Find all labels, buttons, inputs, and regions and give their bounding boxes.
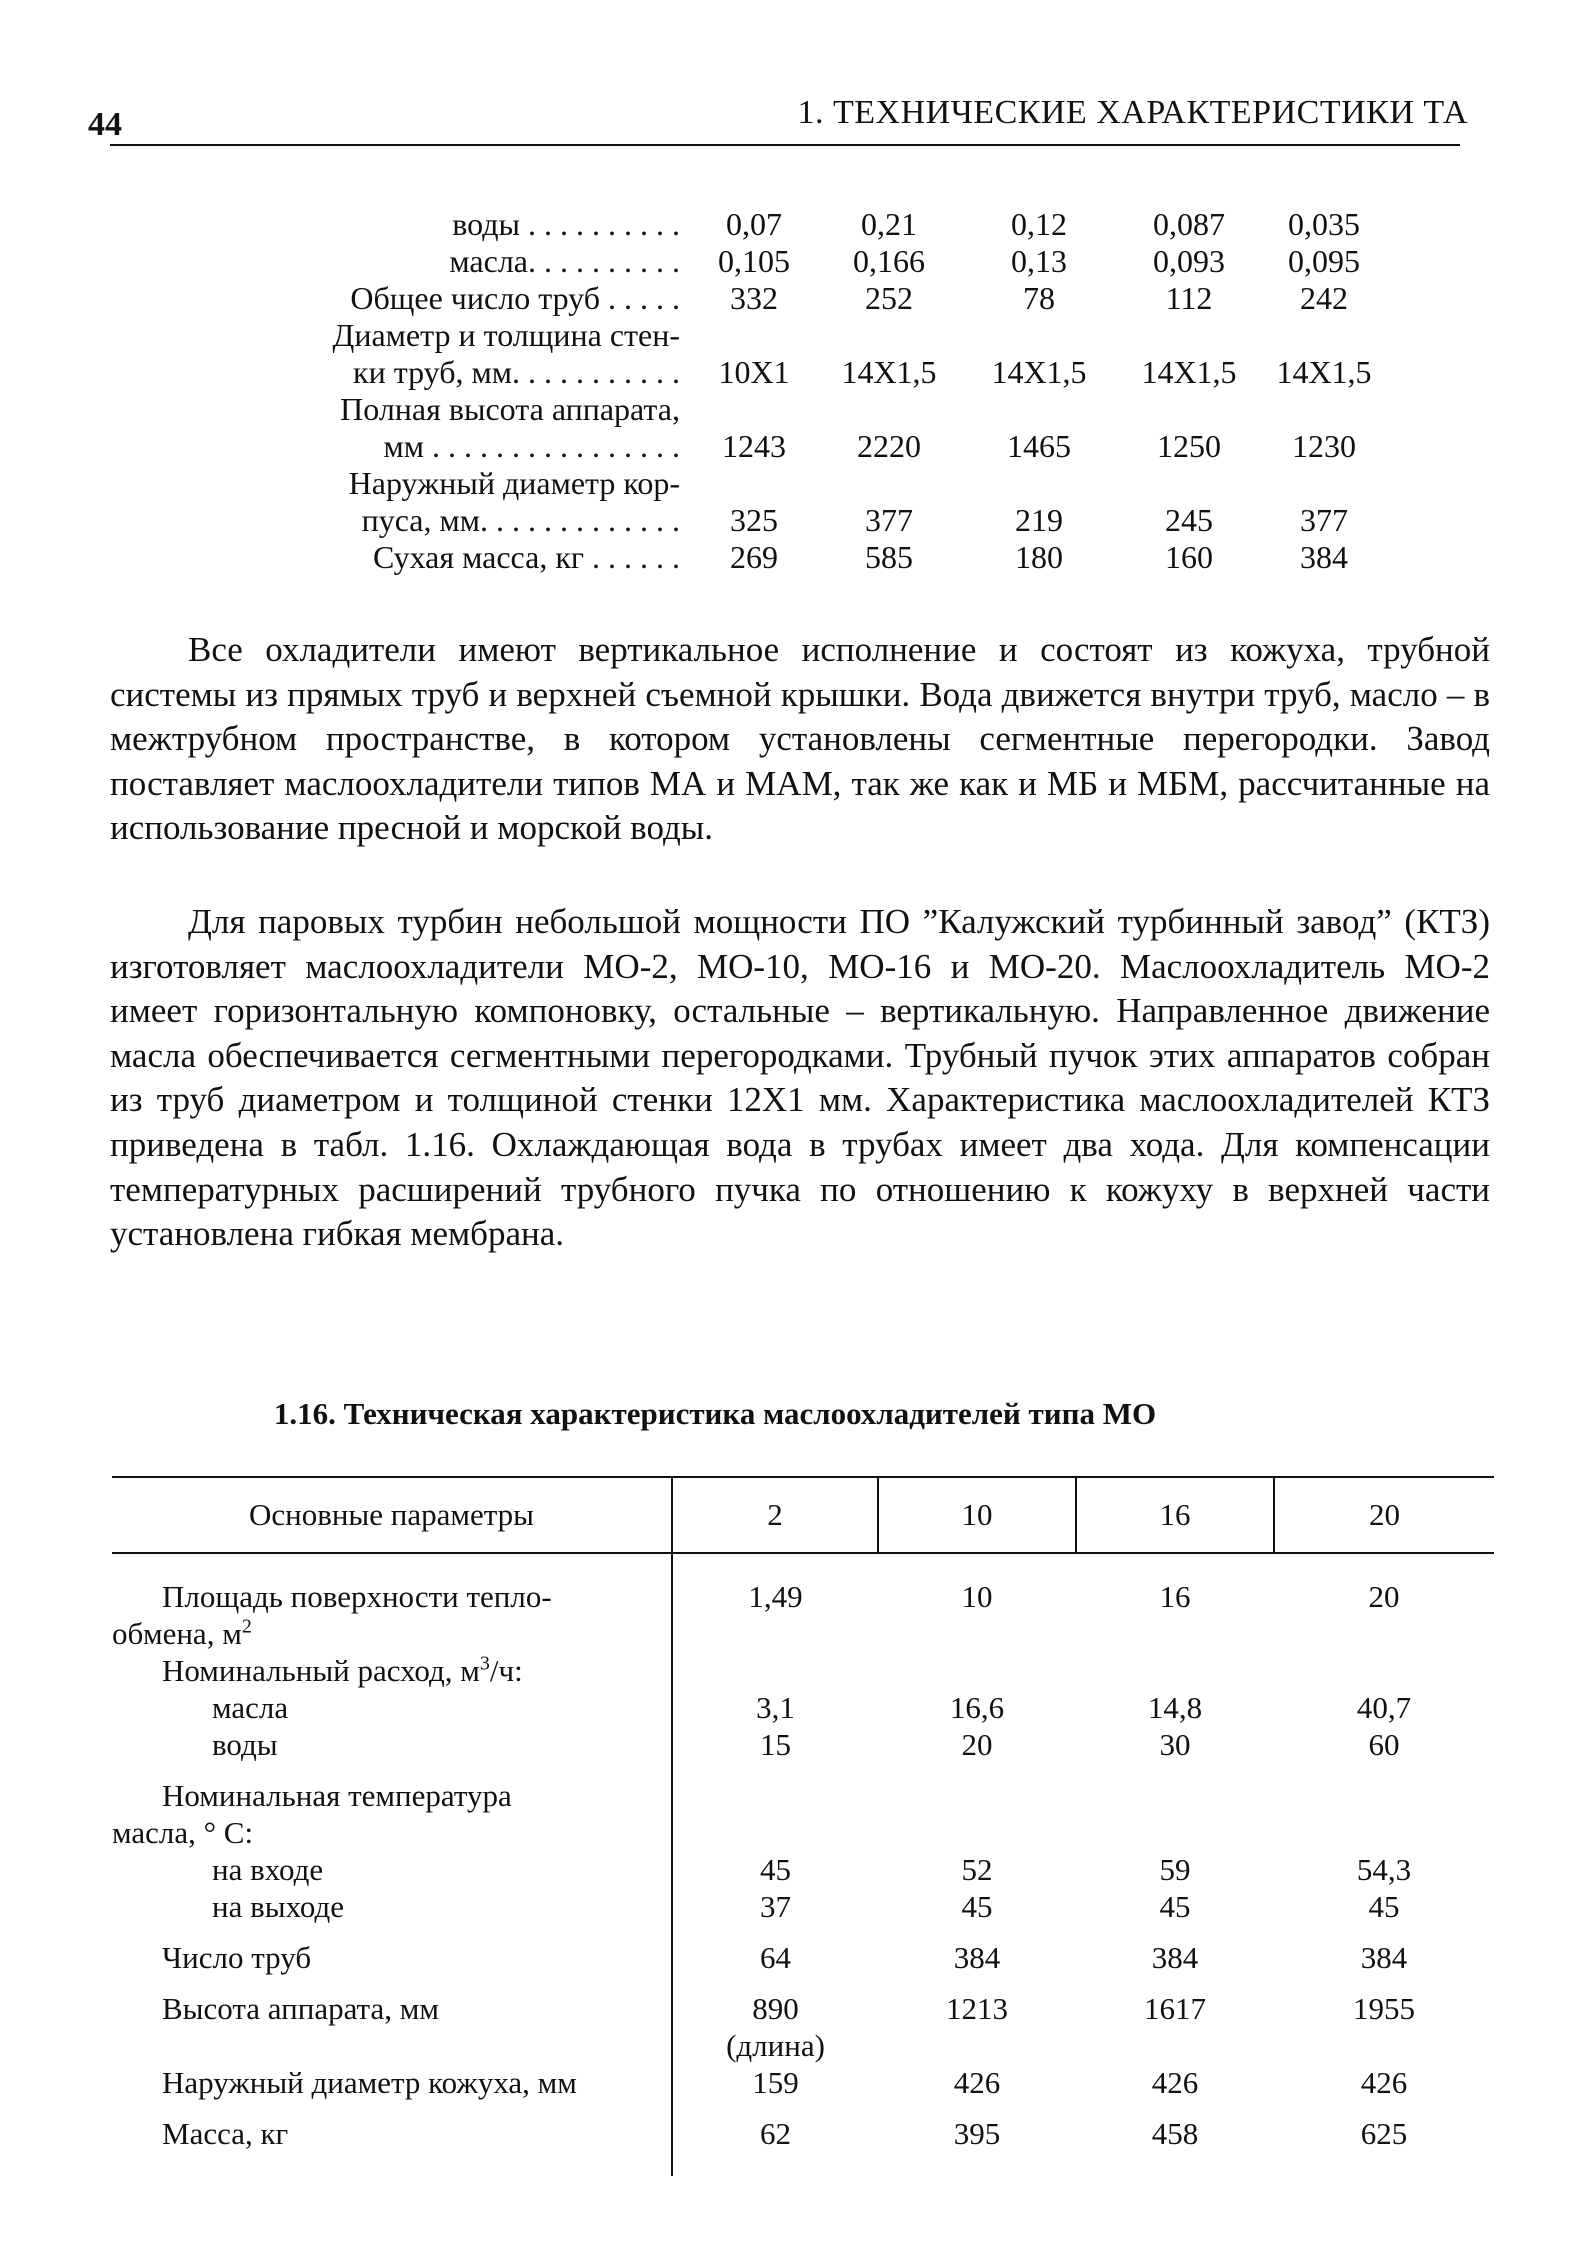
cell: 252 xyxy=(865,280,913,316)
cell: 45 xyxy=(1159,1889,1191,1924)
running-head: 1. ТЕХНИЧЕСКИЕ ХАРАКТЕРИСТИКИ ТА xyxy=(797,94,1468,131)
row-label: Диаметр и толщина стен- xyxy=(332,317,680,353)
table-row xyxy=(112,1939,1494,1976)
cell: 0,166 xyxy=(853,243,925,279)
cell: 426 xyxy=(1151,2065,1199,2100)
cell: 0,12 xyxy=(1011,206,1067,242)
cell: 3,1 xyxy=(756,1690,795,1725)
cell xyxy=(878,1652,1076,1689)
row-label: пуса, мм. . . . . . . . . . . . . xyxy=(361,502,680,538)
cell: 64 xyxy=(760,1940,791,1975)
cell: 0,21 xyxy=(861,206,917,242)
cell: 14X1,5 xyxy=(1141,354,1237,390)
spacer-row xyxy=(112,2101,1494,2115)
table-row xyxy=(196,502,1384,539)
row-label: мм . . . . . . . . . . . . . . . . xyxy=(383,428,680,464)
cell: 269 xyxy=(730,539,778,575)
cell xyxy=(694,391,814,428)
row-label: воды xyxy=(112,1726,672,1763)
row-label: Сухая масса, кг . . . . . . xyxy=(373,539,680,575)
cell: 1465 xyxy=(1007,428,1071,464)
cell: 60 xyxy=(1368,1727,1400,1762)
cell xyxy=(694,465,814,502)
table-row xyxy=(112,2115,1494,2152)
spacer-cell xyxy=(112,2152,672,2176)
label-text: Номинальный расход, м xyxy=(162,1653,480,1688)
spacer-row xyxy=(112,1925,1494,1939)
table-row xyxy=(196,354,1384,391)
cell xyxy=(814,465,964,502)
row-label: масла. . . . . . . . . . xyxy=(449,243,680,279)
cell: 45 xyxy=(1368,1889,1400,1924)
cell: 377 xyxy=(865,502,913,538)
cell: (длина) xyxy=(726,2028,825,2063)
spacer-cell xyxy=(112,1976,672,1990)
page-number: 44 xyxy=(88,106,122,143)
row-label: Полная высота аппарата, xyxy=(340,391,680,427)
cell xyxy=(878,2027,1076,2064)
table-row xyxy=(196,280,1384,317)
cell xyxy=(1076,1777,1274,1814)
table-row xyxy=(112,2064,1494,2101)
table-row xyxy=(112,1814,1494,1851)
row-label: масла, ° С: xyxy=(112,1814,672,1851)
cell xyxy=(1274,1814,1494,1851)
cell xyxy=(1264,465,1384,502)
cell: 384 xyxy=(1360,1940,1408,1975)
cell: 40,7 xyxy=(1356,1690,1412,1725)
spacer-cell xyxy=(112,1553,672,1578)
paragraph-text: Для паровых турбин небольшой мощности ПО ”Калужский турбинный завод” (КТЗ) изготовляет маслоохладители МО-2, МО-10, МО-16 и МО-20. Маслоохладитель МО-2 имеет горизонтальную компоновку, остальные – вертикальную. Направленное движение масла обеспечивается сегментными перегородками. Трубный пучок этих аппаратов собран из труб диаметром и толщиной стенки 12X1 мм. Характеристика маслоохладителей КТЗ приведена в табл. 1.16. Охлаждающая вода в трубах имеет два хода. Для компенсации температурных расширений трубного пучка по отношению к кожуху в верхней части установлена гибкая мембрана. xyxy=(110,902,1490,1254)
cell: 0,13 xyxy=(1011,243,1067,279)
cell: 384 xyxy=(1151,1940,1199,1975)
cell: 245 xyxy=(1165,502,1213,538)
table-row xyxy=(196,206,1384,243)
table-row xyxy=(112,1689,1494,1726)
spacer-row xyxy=(112,2152,1494,2176)
cell: 0,105 xyxy=(718,243,790,279)
cell: 45 xyxy=(760,1852,791,1887)
cell: 10 xyxy=(961,1579,993,1614)
row-label: воды . . . . . . . . . . xyxy=(452,206,680,242)
cell xyxy=(1114,391,1264,428)
row-label: Номинальная температура xyxy=(112,1777,672,1814)
cell: 0,095 xyxy=(1288,243,1360,279)
row-label: Масса, кг xyxy=(112,2115,672,2152)
cell xyxy=(672,1652,878,1689)
cell: 890 xyxy=(752,1991,799,2026)
superscript: 3 xyxy=(479,1652,490,1675)
cell: 1250 xyxy=(1157,428,1221,464)
cell xyxy=(964,465,1114,502)
cell xyxy=(878,1777,1076,1814)
label-text: обмена, м xyxy=(112,1616,242,1651)
cell: 54,3 xyxy=(1356,1852,1412,1887)
table-1-16 xyxy=(112,1476,1494,2176)
table-row xyxy=(196,391,1384,428)
cell: 0,087 xyxy=(1153,206,1225,242)
top-spec-table xyxy=(196,206,1384,576)
cell: 62 xyxy=(760,2116,791,2151)
paragraph-text: Все охладители имеют вертикальное исполнение и состоят из кожуха, трубной системы из прямых труб и верхней съемной крышки. Вода движется внутри труб, масло – в межтрубном пространстве, в котором установлены сегментные перегородки. Завод поставляет маслоохладители типов МА и МАМ, так же как и МБ и МБМ, рассчитанные на использование пресной и морской воды. xyxy=(110,630,1490,848)
cell xyxy=(694,317,814,354)
table-row xyxy=(112,1652,1494,1689)
cell: 20 xyxy=(1368,1579,1400,1614)
table-row xyxy=(112,1990,1494,2027)
row-label xyxy=(112,2027,672,2064)
cell xyxy=(1076,1615,1274,1652)
spacer-cell xyxy=(112,1925,672,1939)
cell: 159 xyxy=(752,2065,799,2100)
cell: 219 xyxy=(1015,502,1063,538)
cell: 52 xyxy=(961,1852,993,1887)
cell: 1243 xyxy=(722,428,786,464)
label-suffix: /ч: xyxy=(489,1653,523,1688)
cell: 160 xyxy=(1165,539,1213,575)
table-row xyxy=(196,465,1384,502)
cell xyxy=(672,1814,878,1851)
table-row xyxy=(112,1726,1494,1763)
row-label: ки труб, мм. . . . . . . . . . . xyxy=(353,354,680,390)
table-row xyxy=(112,1851,1494,1888)
cell xyxy=(878,1615,1076,1652)
cell: 458 xyxy=(1151,2116,1199,2151)
table-row xyxy=(196,243,1384,280)
cell: 377 xyxy=(1300,502,1348,538)
cell: 14X1,5 xyxy=(841,354,937,390)
row-label: Число труб xyxy=(112,1939,672,1976)
cell: 1955 xyxy=(1353,1991,1415,2026)
cell: 625 xyxy=(1360,2116,1408,2151)
spacer-row xyxy=(112,1553,1494,1578)
column-header: 2 xyxy=(672,1477,878,1553)
cell xyxy=(878,1814,1076,1851)
cell: 2220 xyxy=(857,428,921,464)
table-row xyxy=(196,539,1384,576)
cell: 384 xyxy=(1300,539,1348,575)
cell: 0,093 xyxy=(1153,243,1225,279)
cell: 78 xyxy=(1023,280,1055,316)
table-row xyxy=(196,428,1384,465)
cell xyxy=(814,317,964,354)
paragraph-1 xyxy=(110,628,1490,851)
header-rule xyxy=(110,144,1460,146)
cell xyxy=(672,1777,878,1814)
row-label: Общее число труб . . . . . xyxy=(350,280,680,316)
cell: 15 xyxy=(760,1727,791,1762)
cell: 180 xyxy=(1015,539,1063,575)
cell: 0,07 xyxy=(726,206,782,242)
cell xyxy=(1264,391,1384,428)
cell xyxy=(1114,317,1264,354)
spacer-row xyxy=(112,1976,1494,1990)
cell xyxy=(964,317,1114,354)
cell xyxy=(1076,2027,1274,2064)
cell: 332 xyxy=(730,280,778,316)
cell: 1230 xyxy=(1292,428,1356,464)
cell: 585 xyxy=(865,539,913,575)
cell xyxy=(1264,317,1384,354)
cell: 10X1 xyxy=(718,354,790,390)
cell xyxy=(1076,1814,1274,1851)
cell: 20 xyxy=(961,1727,993,1762)
column-header: Основные параметры xyxy=(112,1477,672,1553)
cell xyxy=(964,391,1114,428)
table-row xyxy=(112,1578,1494,1615)
cell: 1,49 xyxy=(748,1579,803,1614)
row-label: Высота аппарата, мм xyxy=(112,1990,672,2027)
table-header-row xyxy=(112,1477,1494,1553)
cell xyxy=(1076,1652,1274,1689)
page-header xyxy=(88,88,1468,148)
cell xyxy=(1114,465,1264,502)
cell: 16,6 xyxy=(949,1690,1005,1725)
cell: 14,8 xyxy=(1147,1690,1203,1725)
spacer-cell xyxy=(112,2101,672,2115)
row-label xyxy=(112,1652,672,1689)
paragraph-2 xyxy=(110,900,1490,1257)
cell: 325 xyxy=(730,502,778,538)
row-label: на входе xyxy=(112,1851,672,1888)
cell: 30 xyxy=(1159,1727,1191,1762)
cell: 384 xyxy=(953,1940,1001,1975)
column-header: 20 xyxy=(1274,1477,1494,1553)
cell: 0,035 xyxy=(1288,206,1360,242)
cell xyxy=(1274,1615,1494,1652)
cell xyxy=(814,391,964,428)
row-label: Наружный диаметр кожуха, мм xyxy=(112,2064,672,2101)
cell: 59 xyxy=(1159,1852,1191,1887)
cell: 37 xyxy=(760,1889,791,1924)
column-header: 16 xyxy=(1076,1477,1274,1553)
table-row xyxy=(112,2027,1494,2064)
row-label: Наружный диаметр кор- xyxy=(348,465,680,501)
row-label xyxy=(112,1615,672,1652)
cell xyxy=(1274,1777,1494,1814)
cell: 112 xyxy=(1165,280,1213,316)
table-row xyxy=(196,317,1384,354)
table-row xyxy=(112,1777,1494,1814)
table-row xyxy=(112,1888,1494,1925)
cell: 426 xyxy=(953,2065,1001,2100)
cell: 426 xyxy=(1360,2065,1408,2100)
cell: 16 xyxy=(1159,1579,1191,1614)
row-label: на выходе xyxy=(112,1888,672,1925)
cell: 45 xyxy=(961,1889,993,1924)
cell: 14X1,5 xyxy=(1276,354,1372,390)
column-header: 10 xyxy=(878,1477,1076,1553)
cell xyxy=(1274,1652,1494,1689)
spacer-cell xyxy=(112,1763,672,1777)
row-label: масла xyxy=(112,1689,672,1726)
cell xyxy=(1274,2027,1494,2064)
superscript: 2 xyxy=(241,1615,252,1638)
cell: 242 xyxy=(1300,280,1348,316)
table-caption: 1.16. Техническая характеристика маслоохладителей типа МО xyxy=(273,1396,1157,1431)
cell xyxy=(672,1615,878,1652)
spacer-row xyxy=(112,1763,1494,1777)
table-row xyxy=(112,1615,1494,1652)
cell: 14X1,5 xyxy=(991,354,1087,390)
row-label: Площадь поверхности тепло- xyxy=(112,1578,672,1615)
cell: 1617 xyxy=(1144,1991,1206,2026)
cell: 395 xyxy=(953,2116,1001,2151)
cell: 1213 xyxy=(946,1991,1008,2026)
